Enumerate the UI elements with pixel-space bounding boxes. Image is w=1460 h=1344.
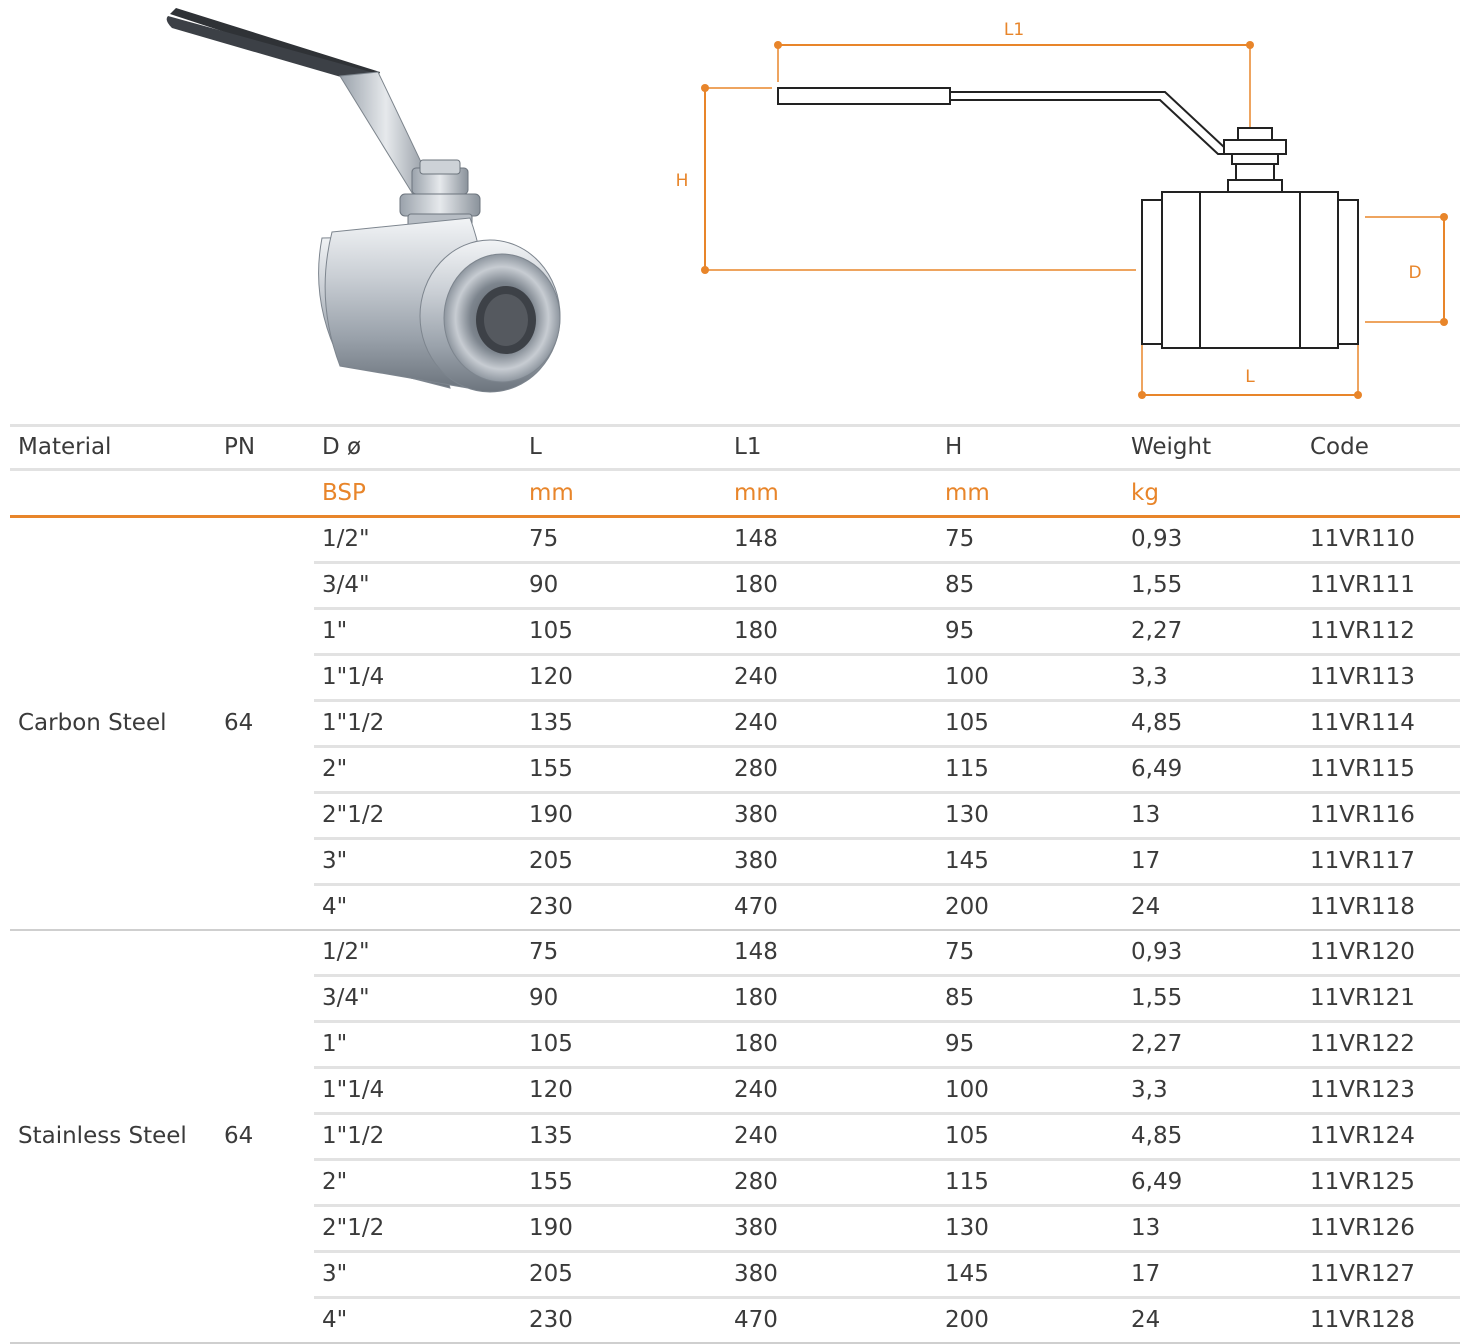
- column-header: Material: [10, 426, 216, 470]
- table-cell: 3/4": [314, 976, 521, 1022]
- product-figure: [0, 0, 1460, 410]
- table-cell: 135: [521, 701, 726, 747]
- table-cell: 17: [1123, 1252, 1302, 1298]
- table-cell: 90: [521, 976, 726, 1022]
- table-cell: 148: [726, 930, 937, 976]
- table-cell: 11VR125: [1302, 1160, 1460, 1206]
- spec-table: [10, 424, 1460, 1344]
- table-cell: 2"1/2: [314, 793, 521, 839]
- table-cell: 11VR115: [1302, 747, 1460, 793]
- table-cell: 130: [937, 793, 1123, 839]
- unit-cell: BSP: [314, 470, 521, 517]
- table-cell: 155: [521, 747, 726, 793]
- pn-cell: 64: [216, 930, 314, 1343]
- table-cell: 380: [726, 1206, 937, 1252]
- table-row: [10, 517, 1460, 563]
- table-cell: 3/4": [314, 563, 521, 609]
- table-cell: 145: [937, 839, 1123, 885]
- table-cell: 120: [521, 1068, 726, 1114]
- table-cell: 105: [521, 609, 726, 655]
- unit-cell: [216, 470, 314, 517]
- table-cell: 11VR127: [1302, 1252, 1460, 1298]
- table-cell: 11VR124: [1302, 1114, 1460, 1160]
- table-cell: 380: [726, 1252, 937, 1298]
- unit-cell: mm: [521, 470, 726, 517]
- table-cell: 230: [521, 885, 726, 931]
- table-cell: 4": [314, 885, 521, 931]
- table-cell: 120: [521, 655, 726, 701]
- table-cell: 1,55: [1123, 563, 1302, 609]
- table-cell: 155: [521, 1160, 726, 1206]
- table-cell: 240: [726, 655, 937, 701]
- table-cell: 13: [1123, 1206, 1302, 1252]
- table-cell: 190: [521, 1206, 726, 1252]
- table-cell: 115: [937, 747, 1123, 793]
- table-cell: 1": [314, 609, 521, 655]
- unit-cell: [1302, 470, 1460, 517]
- table-cell: 3,3: [1123, 655, 1302, 701]
- unit-cell: kg: [1123, 470, 1302, 517]
- table-cell: 11VR117: [1302, 839, 1460, 885]
- table-cell: 95: [937, 609, 1123, 655]
- table-cell: 145: [937, 1252, 1123, 1298]
- unit-cell: mm: [937, 470, 1123, 517]
- table-cell: 3,3: [1123, 1068, 1302, 1114]
- table-cell: 0,93: [1123, 930, 1302, 976]
- table-cell: 11VR123: [1302, 1068, 1460, 1114]
- table-cell: 180: [726, 1022, 937, 1068]
- table-cell: 105: [937, 1114, 1123, 1160]
- table-cell: 2"1/2: [314, 1206, 521, 1252]
- table-cell: 1": [314, 1022, 521, 1068]
- unit-cell: mm: [726, 470, 937, 517]
- table-cell: 180: [726, 609, 937, 655]
- table-cell: 11VR118: [1302, 885, 1460, 931]
- table-row: [10, 930, 1460, 976]
- table-cell: 24: [1123, 885, 1302, 931]
- table-cell: 4,85: [1123, 1114, 1302, 1160]
- material-cell: Stainless Steel: [10, 930, 216, 1343]
- table-cell: 75: [937, 517, 1123, 563]
- table-cell: 180: [726, 976, 937, 1022]
- table-cell: 11VR112: [1302, 609, 1460, 655]
- table-cell: 200: [937, 885, 1123, 931]
- table-cell: 280: [726, 747, 937, 793]
- table-cell: 11VR122: [1302, 1022, 1460, 1068]
- table-cell: 200: [937, 1298, 1123, 1344]
- table-cell: 100: [937, 655, 1123, 701]
- table-cell: 1/2": [314, 517, 521, 563]
- table-cell: 240: [726, 1114, 937, 1160]
- table-cell: 11VR121: [1302, 976, 1460, 1022]
- h-label: H: [675, 171, 689, 191]
- table-cell: 75: [521, 930, 726, 976]
- table-cell: 130: [937, 1206, 1123, 1252]
- table-cell: 11VR126: [1302, 1206, 1460, 1252]
- pn-cell: 64: [216, 517, 314, 931]
- table-cell: 205: [521, 1252, 726, 1298]
- table-cell: 205: [521, 839, 726, 885]
- table-cell: 240: [726, 1068, 937, 1114]
- table-cell: 1"1/2: [314, 1114, 521, 1160]
- table-cell: 180: [726, 563, 937, 609]
- table-cell: 3": [314, 1252, 521, 1298]
- table-cell: 1"1/4: [314, 1068, 521, 1114]
- table-cell: 90: [521, 563, 726, 609]
- l-label: L: [1245, 367, 1255, 387]
- table-cell: 380: [726, 839, 937, 885]
- table-cell: 1"1/2: [314, 701, 521, 747]
- ball-valve-photo: [150, 0, 580, 405]
- table-cell: 2": [314, 747, 521, 793]
- table-cell: 1,55: [1123, 976, 1302, 1022]
- table-cell: 240: [726, 701, 937, 747]
- table-cell: 470: [726, 885, 937, 931]
- table-cell: 95: [937, 1022, 1123, 1068]
- table-cell: 11VR120: [1302, 930, 1460, 976]
- table-cell: 190: [521, 793, 726, 839]
- table-cell: 1"1/4: [314, 655, 521, 701]
- table-cell: 3": [314, 839, 521, 885]
- header-row: [10, 426, 1460, 470]
- column-header: Code: [1302, 426, 1460, 470]
- d-label: D: [1408, 263, 1422, 283]
- column-header: PN: [216, 426, 314, 470]
- table-cell: 4,85: [1123, 701, 1302, 747]
- column-header: L: [521, 426, 726, 470]
- table-cell: 1/2": [314, 930, 521, 976]
- table-cell: 85: [937, 976, 1123, 1022]
- unit-cell: [10, 470, 216, 517]
- table-cell: 11VR111: [1302, 563, 1460, 609]
- table-cell: 230: [521, 1298, 726, 1344]
- table-cell: 11VR110: [1302, 517, 1460, 563]
- table-cell: 115: [937, 1160, 1123, 1206]
- l1-label: L1: [1003, 20, 1025, 40]
- table-cell: 75: [521, 517, 726, 563]
- dimension-drawing: [660, 0, 1460, 410]
- table-cell: 11VR113: [1302, 655, 1460, 701]
- table-cell: 470: [726, 1298, 937, 1344]
- table-cell: 24: [1123, 1298, 1302, 1344]
- table-cell: 6,49: [1123, 1160, 1302, 1206]
- table-cell: 13: [1123, 793, 1302, 839]
- table-cell: 148: [726, 517, 937, 563]
- material-cell: Carbon Steel: [10, 517, 216, 931]
- table-cell: 17: [1123, 839, 1302, 885]
- table-cell: 0,93: [1123, 517, 1302, 563]
- table-cell: 135: [521, 1114, 726, 1160]
- table-cell: 11VR116: [1302, 793, 1460, 839]
- column-header: Weight: [1123, 426, 1302, 470]
- table-cell: 100: [937, 1068, 1123, 1114]
- table-cell: 75: [937, 930, 1123, 976]
- table-cell: 2,27: [1123, 1022, 1302, 1068]
- table-cell: 280: [726, 1160, 937, 1206]
- table-cell: 4": [314, 1298, 521, 1344]
- table-cell: 380: [726, 793, 937, 839]
- column-header: D ø: [314, 426, 521, 470]
- column-header: L1: [726, 426, 937, 470]
- table-cell: 2,27: [1123, 609, 1302, 655]
- table-cell: 11VR114: [1302, 701, 1460, 747]
- table-cell: 6,49: [1123, 747, 1302, 793]
- table-cell: 105: [937, 701, 1123, 747]
- table-cell: 11VR128: [1302, 1298, 1460, 1344]
- column-header: H: [937, 426, 1123, 470]
- units-row: [10, 470, 1460, 517]
- table-cell: 105: [521, 1022, 726, 1068]
- table-cell: 85: [937, 563, 1123, 609]
- table-cell: 2": [314, 1160, 521, 1206]
